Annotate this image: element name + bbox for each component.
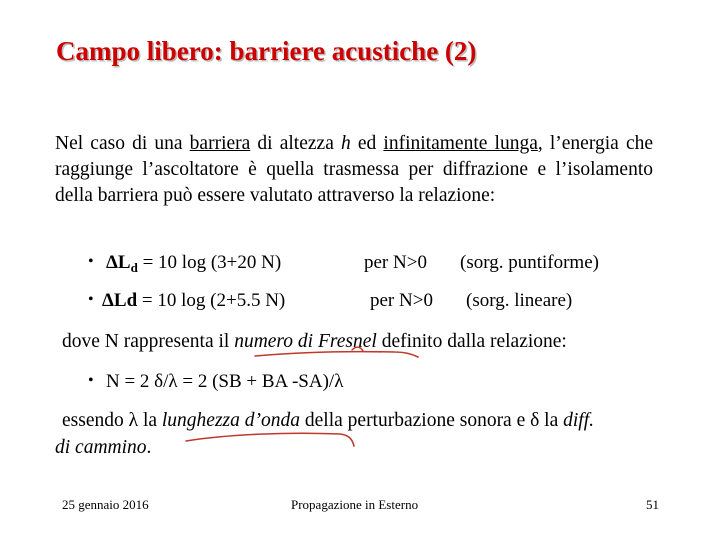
intro-infinitamente-lunga: infinitamente lunga — [383, 133, 538, 154]
formula-expr: = 10 log (3+20 N) — [137, 252, 282, 273]
intro-text-3: ed — [350, 133, 384, 154]
fresnel-formula-text: N = 2 δ/λ = 2 (SB + BA -SA)/λ — [106, 371, 344, 392]
wavelength-term: lunghezza d’onda — [161, 410, 301, 431]
wavelength-period: . — [146, 437, 152, 458]
intro-text-4: , l’energia che raggiunge l’ascoltatore è quella trasmessa per diffrazione e l’isolamento della barriera può essere valutato attraverso la relazione: — [55, 133, 654, 206]
formula-L: L — [117, 252, 131, 273]
bullet-icon: • — [88, 372, 94, 389]
page-number: 51 — [646, 497, 659, 512]
footer-title: Propagazione in Esterno — [291, 497, 419, 512]
wavelength-underline-stroke — [186, 433, 354, 446]
wavelength-diff: diff. — [563, 410, 595, 431]
intro-barriera: barriera — [189, 133, 251, 154]
wavelength-cammino: di cammino — [55, 437, 147, 458]
fresnel-text-1: dove N rappresenta il — [62, 331, 235, 352]
formula-Ld: Ld — [113, 290, 138, 311]
fresnel-text-2: definito dalla relazione: — [376, 331, 567, 352]
wavelength-text-2: della perturbazione sonora e δ la — [300, 410, 564, 431]
intro-h: h — [340, 133, 351, 154]
formula-line-note: (sorg. lineare) — [466, 290, 573, 311]
wavelength-text-1: essendo λ la — [62, 410, 162, 431]
formula-point-note: (sorg. puntiforme) — [460, 252, 599, 273]
fresnel-underline-stroke — [255, 352, 418, 357]
formula-point-condition: per N>0 — [364, 252, 427, 273]
footer-date: 25 gennaio 2016 — [62, 497, 149, 512]
fresnel-underline-hook — [352, 347, 363, 351]
bullet-icon: • — [88, 291, 94, 308]
delta-symbol: Δ — [106, 252, 118, 273]
formula-sub: d — [130, 260, 138, 275]
bullet-icon: • — [88, 253, 94, 270]
intro-text-2: di altezza — [250, 133, 341, 154]
delta-symbol: Δ — [102, 290, 114, 311]
intro-text-1: Nel caso di una — [55, 133, 190, 154]
slide-title: Campo libero: barriere acustiche (2) — [56, 36, 477, 66]
fresnel-number-term: numero di Fresnel — [234, 331, 377, 352]
formula-line-condition: per N>0 — [370, 290, 433, 311]
formula-expr: = 10 log (2+5.5 N) — [137, 290, 286, 311]
